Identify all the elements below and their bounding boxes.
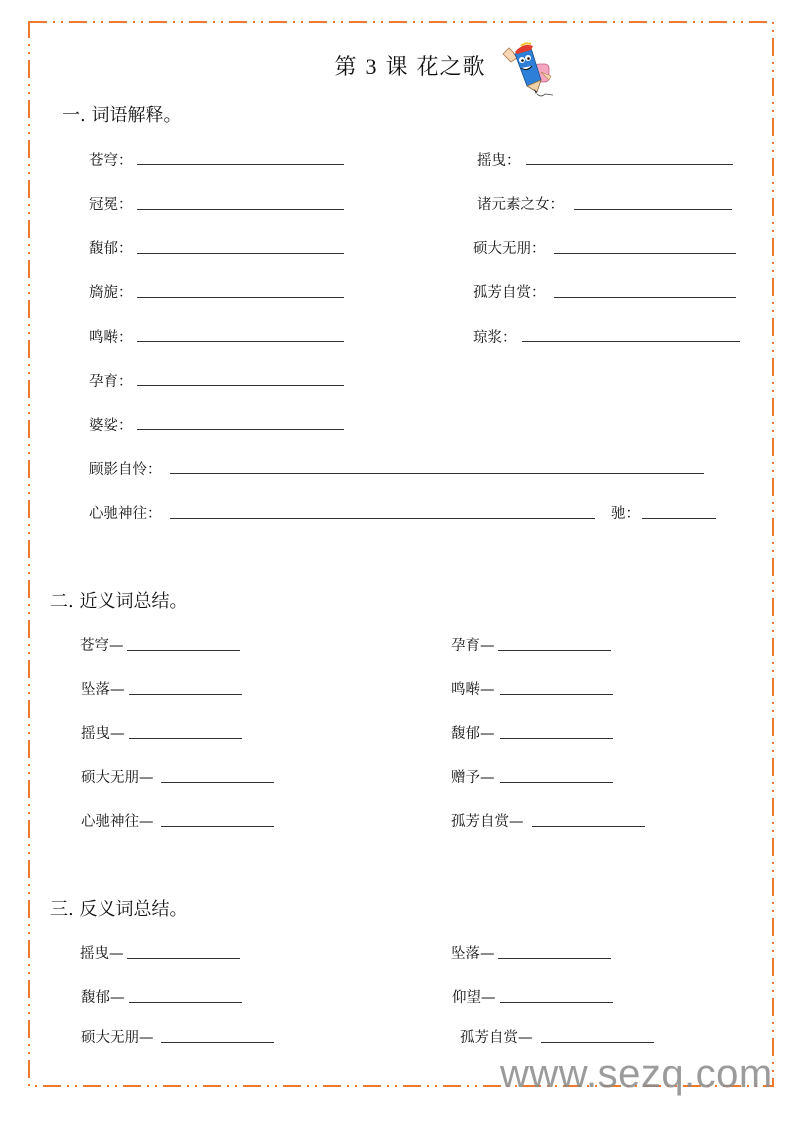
answer-blank[interactable] [161,826,274,827]
term-label: 冠冕： [89,197,133,213]
antonym-label: 馥郁— [81,990,125,1006]
term-label: 驰： [611,506,640,522]
answer-blank[interactable] [161,782,274,783]
synonym-label: 苍穹— [80,638,124,654]
page-border [28,21,772,1085]
antonym-label: 仰望— [452,990,496,1006]
term-label: 心驰神往： [89,506,162,522]
antonym-label: 硕大无朋— [81,1030,154,1046]
term-label: 苍穹： [89,153,133,169]
answer-blank[interactable] [554,253,736,254]
section2-heading: 二. 近义词总结。 [50,591,188,612]
synonym-label: 摇曳— [81,726,125,742]
answer-blank[interactable] [574,209,732,210]
pencil-mascot-icon [497,40,559,102]
answer-blank[interactable] [129,1002,242,1003]
synonym-label: 硕大无朋— [81,770,154,786]
term-label: 旖旎： [89,285,133,301]
answer-blank[interactable] [137,385,344,386]
answer-blank[interactable] [532,826,645,827]
term-label: 鸣啭： [89,330,133,346]
answer-blank[interactable] [129,694,242,695]
term-label: 婆娑： [89,418,133,434]
term-label: 孕育： [89,374,133,390]
synonym-label: 赠予— [451,770,495,786]
answer-blank[interactable] [137,341,344,342]
answer-blank[interactable] [500,694,613,695]
answer-blank[interactable] [500,782,613,783]
synonym-label: 心驰神往— [81,814,154,830]
lesson-number: 3 [365,54,378,79]
answer-blank[interactable] [642,518,716,519]
term-label: 孤芳自赏： [473,285,546,301]
answer-blank[interactable] [137,429,344,430]
synonym-label: 鸣啭— [451,682,495,698]
title-prefix: 第 [334,55,358,80]
watermark: www.sezq.com [500,1052,773,1096]
answer-blank[interactable] [541,1042,654,1043]
answer-blank[interactable] [137,253,344,254]
synonym-label: 孕育— [451,638,495,654]
page-title [0,50,800,81]
answer-blank[interactable] [137,209,344,210]
synonym-label: 馥郁— [451,726,495,742]
antonym-label: 坠落— [451,946,495,962]
section3-heading: 三. 反义词总结。 [50,899,188,920]
answer-blank[interactable] [500,738,613,739]
answer-blank[interactable] [498,958,611,959]
term-label: 馥郁： [89,241,133,257]
title-suffix: 课 花之歌 [385,55,486,80]
section1-heading: 一. 词语解释。 [62,105,182,126]
term-label: 顾影自怜： [89,462,162,478]
antonym-label: 孤芳自赏— [460,1030,533,1046]
dashed-border-icon [28,21,774,1087]
answer-blank[interactable] [137,164,344,165]
answer-blank[interactable] [500,1002,613,1003]
synonym-label: 坠落— [81,682,125,698]
answer-blank[interactable] [526,164,733,165]
term-label: 琼浆： [473,330,517,346]
term-label: 硕大无朋： [473,241,546,257]
answer-blank[interactable] [554,297,736,298]
answer-blank[interactable] [170,473,704,474]
answer-blank[interactable] [127,958,240,959]
answer-blank[interactable] [161,1042,274,1043]
antonym-label: 摇曳— [80,946,124,962]
answer-blank[interactable] [498,650,611,651]
term-label: 诸元素之女： [477,197,564,213]
synonym-label: 孤芳自赏— [451,814,524,830]
answer-blank[interactable] [137,297,344,298]
answer-blank[interactable] [127,650,240,651]
answer-blank[interactable] [522,341,740,342]
term-label: 摇曳： [477,153,521,169]
answer-blank[interactable] [129,738,242,739]
answer-blank[interactable] [170,518,595,519]
